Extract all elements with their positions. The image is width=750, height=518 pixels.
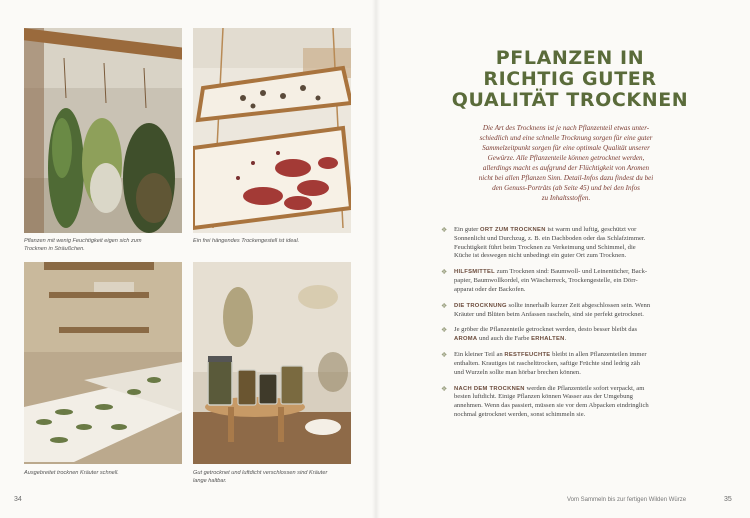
diamond-bullet-icon: ❖ — [441, 351, 448, 360]
diamond-bullet-icon: ❖ — [441, 326, 448, 335]
tip-item — [441, 226, 709, 261]
text-segment: Küche ist deswegen nicht unbedingt ein guter Ort zum Trocknen. — [454, 252, 627, 260]
intro-line: den Genuss-Porträts (ab Seite 45) und bei den Infos — [492, 184, 640, 192]
caption-line: Gut getrocknet und luftdicht verschlossen sind Kräuter — [193, 470, 328, 476]
diamond-bullet-icon: ❖ — [441, 301, 448, 310]
caption-line: Ausgebreitet trocknen Kräuter schnell. — [24, 470, 119, 476]
text-segment: nochmal getrocknet werden, sonst schimmeln sie. — [454, 411, 586, 419]
tip-line — [454, 268, 709, 277]
text-segment: besten luftdicht. Einige Pflanzen können Wasser aus der Umgebung — [454, 393, 633, 401]
caption-herb-jars — [193, 470, 353, 485]
text-segment: Je gröber die Pflanzenteile getrocknet werden, desto besser bleibt das — [454, 326, 638, 334]
keyword: RESTFEUCHTE — [504, 352, 551, 359]
page-gutter — [372, 0, 380, 518]
intro-line: Sammelzeitpunkt sorgen für eine optimale Qualität unserer — [482, 144, 650, 152]
intro-line: Die Art des Trocknens ist je nach Pflanzenteil etwas unter- — [482, 124, 650, 132]
caption-line: Trocknen in Sträußchen. — [24, 245, 85, 252]
photo-hanging-herb-bundles — [24, 28, 182, 233]
intro-line: schiedlich und eine schnelle Trocknung sorgen für eine guter — [479, 134, 653, 142]
text-segment: zum Trocknen sind: Baumwoll- und Leinentücher, Back- — [494, 268, 648, 276]
text-segment: Feuchtigkeit führt beim Trocknen zu Verkeimung und Schimmel, die — [454, 243, 636, 251]
keyword: HILFSMITTEL — [454, 269, 495, 276]
text-segment: Sonnenlicht und Durchzug, z. B. ein Dachboden oder das Schlafzimmer. — [454, 234, 646, 242]
text-segment: annehmen. Wenn das passiert, müssen sie vor dem Abpacken eindringlich — [454, 402, 649, 410]
tip-line — [454, 277, 709, 286]
tip-line — [454, 393, 709, 402]
photo-hanging-drying-rack — [193, 28, 351, 233]
title-line: PFLANZEN IN — [495, 47, 645, 69]
text-segment: und auch die Farbe — [477, 335, 532, 343]
intro-line: zu Inhaltsstoffen. — [541, 194, 591, 202]
tip-line — [454, 326, 709, 335]
keyword: ERHALTEN — [531, 336, 565, 343]
tip-line — [454, 252, 709, 261]
page-number-right: 35 — [724, 496, 732, 503]
tip-item — [441, 351, 709, 377]
caption-line: Pflanzen mit wenig Feuchtigkeit eigen sich zum — [24, 238, 142, 244]
tip-line — [454, 411, 709, 420]
photo-herb-jars — [193, 262, 351, 464]
tip-line — [454, 402, 709, 411]
caption-line: lange haltbar. — [193, 477, 227, 484]
tip-item — [441, 385, 709, 420]
text-segment: sollte innerhalb kurzer Zeit abgeschlossen sein. Wenn — [506, 301, 651, 309]
tip-line — [454, 235, 709, 244]
text-segment: werden die Pflanzenteile sofort verpackt, am — [524, 384, 645, 392]
tip-line — [454, 244, 709, 253]
tip-line — [454, 302, 709, 311]
caption-drying-rack — [193, 238, 353, 246]
text-segment: ist warm und luftig, geschützt vor — [545, 226, 637, 233]
caption-spread-herbs — [24, 470, 184, 478]
tip-line — [454, 335, 709, 344]
diamond-bullet-icon: ❖ — [441, 384, 448, 393]
keyword: AROMA — [454, 336, 478, 343]
caption-line: Ein frei hängendes Trockengestell ist ideal. — [193, 238, 300, 244]
tip-line — [454, 311, 709, 320]
page-title — [440, 48, 700, 111]
diamond-bullet-icon: ❖ — [441, 226, 448, 234]
text-segment: Ein kleiner Teil an — [454, 351, 505, 359]
text-segment: . — [564, 335, 567, 343]
text-segment: bleibt in allen Pflanzenteilen immer — [550, 351, 647, 359]
text-segment: enthalten. Krautiges ist raschelttrocken, saftige Früchte sind ledrig zäh — [454, 359, 641, 367]
text-segment: apparat oder der Backofen. — [454, 285, 526, 293]
text-segment: papier, Baumwollkordel, ein Wäscherreck, Trockengestelle, ein Dörr- — [454, 277, 638, 285]
tip-item — [441, 268, 709, 294]
text-segment: Ein guter — [454, 226, 481, 233]
running-footer: Vom Sammeln bis zur fertigen Wilden Würze — [567, 497, 687, 503]
page-number-left: 34 — [14, 496, 22, 503]
tip-item — [441, 326, 709, 344]
photo-spread-herbs — [24, 262, 182, 464]
intro-line: allerdings macht es aufgrund der Flüchtigkeit von Aromen — [482, 164, 650, 172]
intro-line: nicht bei allen Pflanzen Sinn. Detail-Infos dazu findest du bei — [478, 174, 654, 182]
keyword: NACH DEM TROCKNEN — [454, 385, 525, 392]
tip-line — [454, 226, 709, 235]
tip-item — [441, 302, 709, 320]
intro-paragraph — [446, 123, 686, 203]
diamond-bullet-icon: ❖ — [441, 268, 448, 277]
intro-line: Gewürze. Alle Pflanzenteile können getrocknet werden, — [487, 154, 645, 162]
text-segment: Kräuter und Blüten beim Anfassen rascheln, sind sie perfekt getrocknet. — [454, 310, 644, 318]
tip-line — [454, 351, 709, 360]
tip-line — [454, 369, 709, 378]
caption-hanging-herbs — [24, 238, 184, 253]
tip-line — [454, 286, 709, 295]
keyword: DIE TROCKNUNG — [454, 302, 507, 309]
tip-line — [454, 360, 709, 369]
title-line: RICHTIG GUTER — [483, 68, 657, 90]
title-line: QUALITÄT TROCKNEN — [451, 89, 689, 111]
tips-list — [441, 226, 709, 427]
keyword: ORT ZUM TROCKNEN — [480, 227, 546, 233]
text-segment: und Wurzeln sollte man hörbar brechen können. — [454, 368, 581, 376]
tip-line — [454, 385, 709, 394]
